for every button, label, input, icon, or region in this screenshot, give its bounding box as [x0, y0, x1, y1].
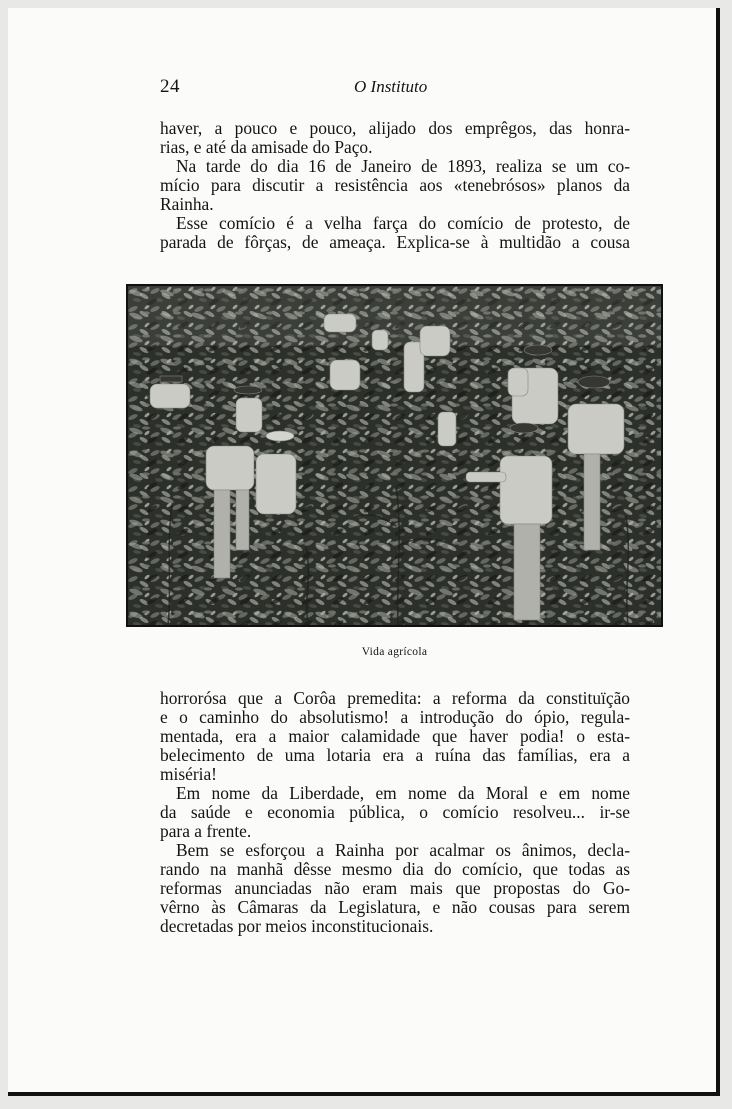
text-line: mício para discutir a resistência aos «tenebrósos» planos da — [160, 175, 630, 195]
text-line: vêrno às Câmaras da Legislatura, e não cousas para serem — [160, 897, 630, 917]
text-line: mentada, era a maior calamidade que haver podia! o esta- — [160, 726, 630, 746]
text-line: da saúde e economia pública, o comício resolveu... ir-se — [160, 802, 630, 822]
text-line: para a frente. — [160, 821, 252, 841]
figure-caption: Vida agrícola — [361, 646, 428, 658]
text-line: decretadas por meios inconstitucionais. — [160, 916, 434, 936]
text-line: e o caminho do absolutismo! a introdução do ópio, regula- — [160, 707, 630, 727]
text-line: rias, e até da amisade do Paço. — [160, 137, 373, 157]
text-line: rando na manhã dêsse mesmo dia do comício, que todas as — [160, 859, 630, 879]
text-line: Rainha. — [160, 194, 214, 214]
text-line: horrorósa que a Corôa premedita: a reforma da constituïção — [160, 688, 630, 708]
text-line: haver, a pouco e pouco, alijado dos emprêgos, das honra- — [160, 118, 630, 138]
photo-coffee-harvest — [126, 284, 663, 627]
text-line: miséria! — [160, 764, 217, 784]
text-line: Bem se esforçou a Rainha por acalmar os ânimos, decla- — [176, 840, 630, 860]
running-title: O Instituto — [354, 77, 428, 96]
text-line: Na tarde do dia 16 de Janeiro de 1893, realiza se um co- — [176, 156, 630, 176]
text-line: Esse comício é a velha farça do comício de protesto, de — [176, 213, 630, 233]
text-line: reformas anunciadas não eram mais que propostas do Go- — [160, 878, 630, 898]
text-line: parada de fôrças, de ameaça. Explica-se à multidão a cousa — [160, 232, 630, 252]
text-line: Em nome da Liberdade, em nome da Moral e em nome — [176, 783, 630, 803]
photo-illustration — [128, 286, 661, 625]
body-text-top — [160, 119, 630, 252]
body-text-bottom — [160, 689, 630, 936]
text-line: belecimento de uma lotaria era a ruína das famílias, era a — [160, 745, 630, 765]
page-number: 24 — [160, 76, 180, 97]
